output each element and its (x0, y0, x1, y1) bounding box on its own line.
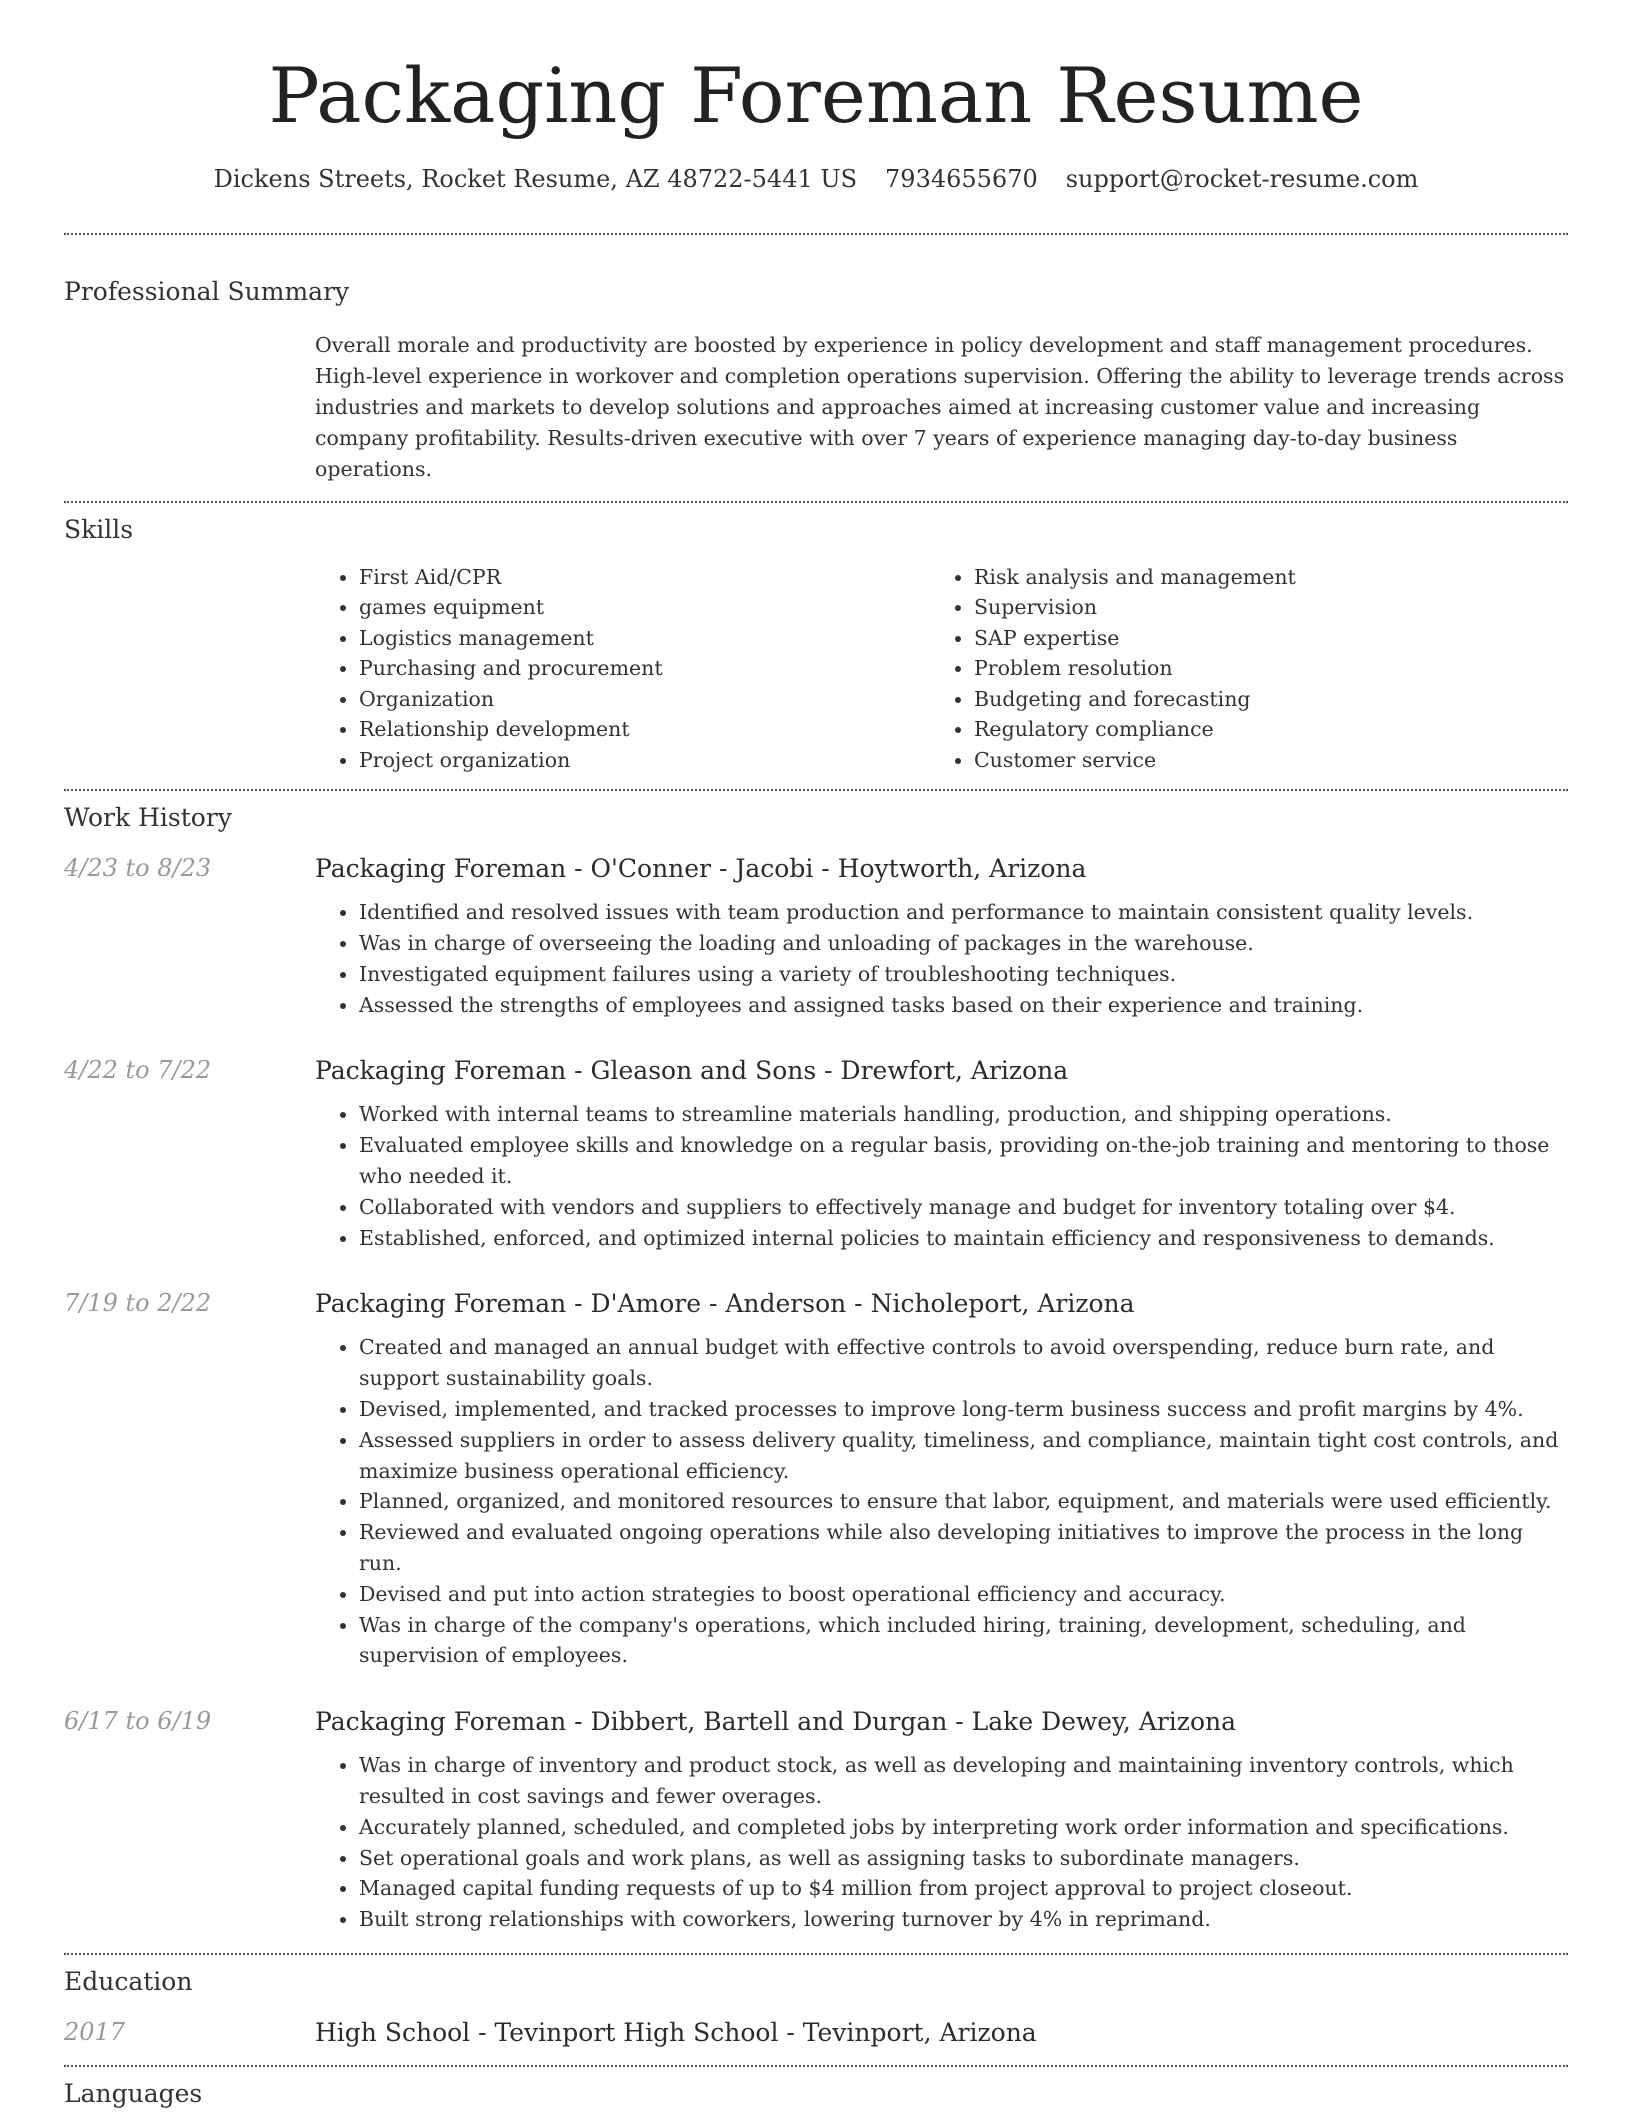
skill-item: • Problem resolution (974, 653, 1568, 684)
skill-item: • Organization (359, 684, 930, 715)
job-entry (64, 1056, 1568, 1253)
job-bullet: • Was in charge of inventory and product stock, as well as developing and maintaining inventory controls, which resulted in cost savings and fewer overages. (359, 1750, 1568, 1812)
job-entry (64, 854, 1568, 1020)
job-header (64, 1707, 1568, 1736)
skill-item: • First Aid/CPR (359, 562, 930, 593)
job-title: Packaging Foreman - O'Conner - Jacobi - Hoytworth, Arizona (315, 854, 1087, 884)
job-bullet: • Devised, implemented, and tracked processes to improve long-term business success and profit margins by 4%. (359, 1394, 1568, 1425)
job-bullet: • Was in charge of overseeing the loading and unloading of packages in the warehouse. (359, 928, 1568, 959)
section-heading-languages: Languages (64, 2079, 203, 2108)
job-date: 6/17 to 6/19 (64, 1707, 212, 1736)
summary-text: Overall morale and productivity are boosted by experience in policy development and staff management procedures. High-level experience in workover and completion operations supervision. Offering the ability to leverage trends across industries and markets to develop solutions and approaches aimed at increasing customer value and increasing company profitability. Results-driven executive with over 7 years of experience managing day-to-day business operations. (315, 332, 1565, 481)
job-bullet: • Assessed suppliers in order to assess delivery quality, timeliness, and compliance, maintain tight cost controls, and maximize business operational efficiency. (359, 1425, 1568, 1487)
job-header (64, 1056, 1568, 1085)
skill-item: • Relationship development (359, 714, 930, 745)
job-title: Packaging Foreman - Gleason and Sons - Drewfort, Arizona (315, 1056, 1069, 1086)
resume-title: Packaging Foreman Resume (268, 51, 1364, 140)
job-bullet: • Established, enforced, and optimized internal policies to maintain efficiency and responsiveness to demands. (359, 1223, 1568, 1254)
job-bullet: • Worked with internal teams to streamline materials handling, production, and shipping operations. (359, 1099, 1568, 1130)
job-bullets (315, 1332, 1568, 1671)
job-header (64, 854, 1568, 883)
job-title: Packaging Foreman - Dibbert, Bartell and Durgan - Lake Dewey, Arizona (315, 1707, 1237, 1737)
job-bullet: • Set operational goals and work plans, as well as assigning tasks to subordinate managers. (359, 1843, 1568, 1874)
education-date: 2017 (64, 2018, 126, 2046)
languages-section (64, 2067, 1568, 2108)
contact-line (64, 163, 1568, 197)
skill-item: • games equipment (359, 592, 930, 623)
skill-item: • Customer service (974, 745, 1568, 776)
skill-item: • Budgeting and forecasting (974, 684, 1568, 715)
job-date: 7/19 to 2/22 (64, 1289, 212, 1318)
job-entry (64, 1289, 1568, 1671)
skill-item: • Supervision (974, 592, 1568, 623)
job-bullet: • Assessed the strengths of employees and assigned tasks based on their experience and training. (359, 990, 1568, 1021)
job-bullet-list (315, 897, 1568, 1020)
education-entry (64, 2018, 1568, 2047)
skills-grid (315, 562, 1568, 776)
job-bullet: • Devised and put into action strategies to boost operational efficiency and accuracy. (359, 1579, 1568, 1610)
job-entry (64, 1707, 1568, 1935)
job-bullet: • Managed capital funding requests of up to $4 million from project approval to project closeout. (359, 1873, 1568, 1904)
section-heading-skills: Skills (64, 514, 134, 544)
job-title: Packaging Foreman - D'Amore - Anderson - Nicholeport, Arizona (315, 1289, 1135, 1319)
skill-item: • Project organization (359, 745, 930, 776)
address-text: Dickens Streets, Rocket Resume, AZ 48722-5441 US (213, 165, 858, 194)
work-history-section (64, 791, 1568, 1935)
job-bullet: • Accurately planned, scheduled, and completed jobs by interpreting work order information and specifications. (359, 1812, 1568, 1843)
skill-item: • Purchasing and procurement (359, 653, 930, 684)
job-bullets (315, 1750, 1568, 1935)
phone-text: 7934655670 (885, 165, 1038, 194)
job-bullet-list (315, 1750, 1568, 1935)
section-heading-education: Education (64, 1967, 193, 1996)
skills-section (64, 503, 1568, 776)
job-date: 4/22 to 7/22 (64, 1056, 212, 1085)
job-bullet: • Investigated equipment failures using a variety of troubleshooting techniques. (359, 959, 1568, 990)
skill-item: • Regulatory compliance (974, 714, 1568, 745)
section-heading-summary: Professional Summary (64, 276, 350, 306)
skill-item: • Risk analysis and management (974, 562, 1568, 593)
job-bullet: • Collaborated with vendors and suppliers to effectively manage and budget for inventory totaling over $4. (359, 1192, 1568, 1223)
job-bullet: • Evaluated employee skills and knowledge on a regular basis, providing on-the-job training and mentoring to those who needed it. (359, 1130, 1568, 1192)
education-title: High School - Tevinport High School - Tevinport, Arizona (315, 2018, 1037, 2047)
summary-section (64, 235, 1568, 485)
skill-item: • Logistics management (359, 623, 930, 654)
job-date: 4/23 to 8/23 (64, 854, 212, 883)
job-bullet: • Created and managed an annual budget with effective controls to avoid overspending, reduce burn rate, and support sustainability goals. (359, 1332, 1568, 1394)
job-bullet: • Built strong relationships with coworkers, lowering turnover by 4% in reprimand. (359, 1904, 1568, 1935)
job-bullets (315, 897, 1568, 1020)
section-heading-work: Work History (64, 803, 232, 833)
job-bullet-list (315, 1332, 1568, 1671)
job-bullets (315, 1099, 1568, 1253)
job-bullet-list (315, 1099, 1568, 1253)
email-text: support@rocket-resume.com (1065, 165, 1419, 194)
job-header (64, 1289, 1568, 1318)
job-bullet: • Identified and resolved issues with team production and performance to maintain consistent quality levels. (359, 897, 1568, 928)
job-bullet: • Was in charge of the company's operations, which included hiring, training, development, scheduling, and supervision of employees. (359, 1610, 1568, 1672)
job-bullet: • Planned, organized, and monitored resources to ensure that labor, equipment, and materials were used efficiently. (359, 1486, 1568, 1517)
skills-column-1 (315, 562, 930, 776)
skills-column-2 (930, 562, 1568, 776)
skill-item: • SAP expertise (974, 623, 1568, 654)
job-bullet: • Reviewed and evaluated ongoing operations while also developing initiatives to improve the process in the long run. (359, 1517, 1568, 1579)
education-section (64, 1955, 1568, 2047)
